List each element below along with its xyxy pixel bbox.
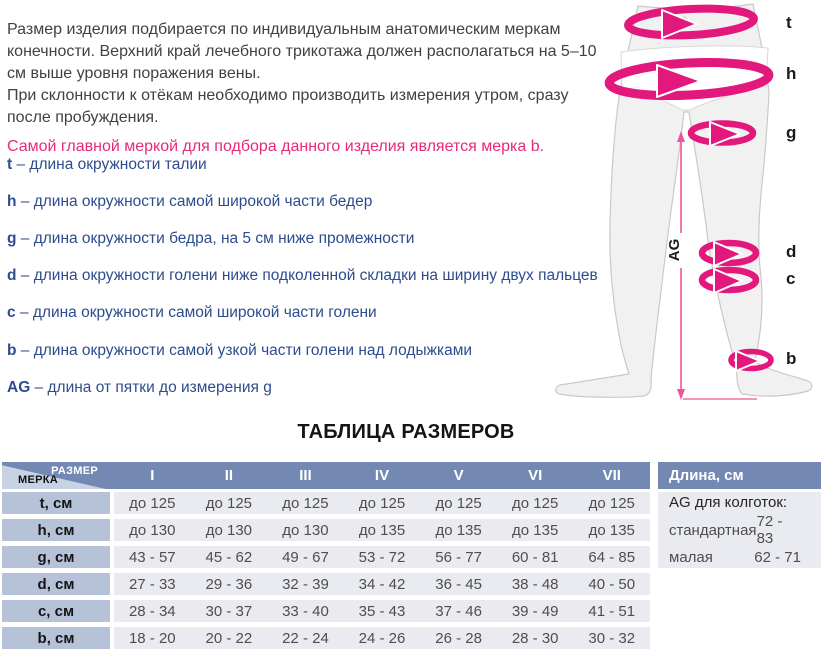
definition-h: h – длина окружности самой широкой части бедер [7, 192, 373, 210]
table-row [2, 600, 650, 622]
size-cell: до 125 [205, 494, 253, 512]
size-cell: до 125 [588, 494, 635, 512]
label-b: b [786, 349, 797, 368]
label-g: g [786, 123, 797, 142]
table-row [2, 546, 650, 568]
row-label: d, см [2, 573, 110, 595]
size-cell: 28 - 30 [511, 629, 559, 647]
column-header-III: III [299, 467, 312, 484]
column-headers [114, 462, 650, 489]
column-header-VII: VII [602, 467, 621, 484]
definition-key: d [7, 267, 17, 285]
corner-label-measure: МЕРКА [18, 474, 58, 486]
row-label: g, см [2, 546, 110, 568]
column-header-I: I [150, 467, 155, 484]
definition-key: g [7, 229, 17, 247]
size-cell: 33 - 40 [282, 602, 329, 620]
size-cell: до 130 [282, 521, 329, 539]
size-cell: 29 - 36 [205, 575, 253, 593]
size-cell: 36 - 45 [435, 575, 482, 593]
size-cell: до 130 [129, 521, 176, 539]
size-cell: 64 - 85 [588, 548, 636, 566]
label-h: h [786, 64, 797, 83]
definition-d: d – длина окружности голени ниже подколенной складки на ширину двух пальцев [7, 267, 598, 285]
column-header-V: V [453, 467, 464, 484]
table-row [2, 627, 650, 649]
size-cell: до 135 [512, 521, 559, 539]
length-row [658, 513, 821, 547]
row-values [114, 492, 650, 514]
label-d: d [786, 242, 797, 261]
size-cell: до 125 [129, 494, 176, 512]
definition-t: t – длина окружности талии [7, 155, 207, 173]
size-cell: 20 - 22 [205, 629, 253, 647]
row-values [114, 600, 650, 622]
measure-definitions [7, 146, 598, 406]
size-table-header [2, 462, 650, 489]
size-table-title: ТАБЛИЦА РАЗМЕРОВ [297, 421, 515, 443]
column-header-IV: IV [374, 467, 390, 484]
size-cell: 38 - 48 [511, 575, 559, 593]
length-panel-body [658, 492, 821, 568]
length-panel-header: Длина, см [658, 462, 821, 489]
length-row-label: малая [669, 549, 713, 566]
size-cell: до 125 [512, 494, 559, 512]
definition-key: t [7, 155, 13, 173]
size-cell: 40 - 50 [588, 575, 636, 593]
table-row [2, 492, 650, 514]
size-cell: 37 - 46 [435, 602, 482, 620]
size-cell: 32 - 39 [282, 575, 329, 593]
size-cell: 60 - 81 [511, 548, 559, 566]
definition-g: g – длина окружности бедра, на 5 см ниже промежности [7, 229, 415, 247]
row-values [114, 519, 650, 541]
size-cell: 53 - 72 [358, 548, 406, 566]
intro-paragraph-2: При склонности к отёкам необходимо производить измерения утром, сразу после пробуждения. [7, 87, 569, 126]
length-row-value: 72 - 83 [756, 513, 783, 547]
size-cell: 18 - 20 [128, 629, 176, 647]
size-cell: 34 - 42 [358, 575, 406, 593]
length-row-value: 62 - 71 [754, 549, 801, 566]
definition-AG: AG – длина от пятки до измерения g [7, 378, 272, 396]
row-label: b, см [2, 627, 110, 649]
length-panel [658, 462, 821, 568]
size-cell: 49 - 67 [282, 548, 329, 566]
size-cell: до 125 [282, 494, 329, 512]
definition-key: AG [7, 378, 31, 396]
size-cell: 35 - 43 [358, 602, 406, 620]
definition-key: c [7, 304, 16, 322]
size-cell: до 135 [358, 521, 406, 539]
ag-label: AG [666, 238, 683, 262]
size-table-body [2, 492, 650, 649]
row-label: t, см [2, 492, 110, 514]
measurement-letters [786, 13, 796, 368]
size-cell: 43 - 57 [128, 548, 176, 566]
size-cell: до 130 [205, 521, 253, 539]
size-cell: 26 - 28 [435, 629, 482, 647]
length-row [658, 547, 821, 568]
definition-key: b [7, 341, 17, 359]
main-measure-highlight: Самой главной меркой для подбора данного изделия является мерка b. [7, 138, 545, 155]
size-table [2, 462, 650, 649]
size-cell: 30 - 32 [588, 629, 636, 647]
row-values [114, 573, 650, 595]
length-row-label: стандартная [669, 521, 757, 539]
size-cell: до 125 [435, 494, 482, 512]
label-t: t [786, 13, 792, 32]
label-c: c [786, 269, 796, 288]
size-cell: до 135 [435, 521, 482, 539]
row-label: h, см [2, 519, 110, 541]
size-cell: 24 - 26 [358, 629, 406, 647]
size-cell: до 125 [358, 494, 406, 512]
size-cell: до 135 [588, 521, 635, 539]
table-row [2, 519, 650, 541]
intro-paragraph-1: Размер изделия подбирается по индивидуальным анатомическим меркам конечности. Верхний край лечебного трикотажа должен располагаться на 5–10 см выше уровня поражения вены. [7, 21, 597, 82]
length-panel-subtitle: AG для колготок: [669, 494, 788, 511]
row-label: c, см [2, 600, 110, 622]
table-row [2, 573, 650, 595]
column-header-II: II [224, 467, 234, 484]
definition-c: c – длина окружности самой широкой части голени [7, 304, 377, 322]
column-header-VI: VI [528, 467, 543, 484]
size-cell: 27 - 33 [128, 575, 176, 593]
size-cell: 30 - 37 [205, 602, 253, 620]
legs-measurement-diagram [545, 0, 821, 421]
row-values [114, 627, 650, 649]
size-cell: 39 - 49 [511, 602, 559, 620]
definition-b: b – длина окружности самой узкой части голени над лодыжками [7, 341, 473, 359]
size-cell: 28 - 34 [128, 602, 176, 620]
size-cell: 56 - 77 [435, 548, 482, 566]
size-cell: 45 - 62 [205, 548, 253, 566]
definition-key: h [7, 192, 17, 210]
corner-cell [2, 462, 110, 489]
corner-label-size: РАЗМЕР [51, 465, 98, 477]
row-values [114, 546, 650, 568]
size-cell: 22 - 24 [282, 629, 329, 647]
size-cell: 41 - 51 [588, 602, 636, 620]
